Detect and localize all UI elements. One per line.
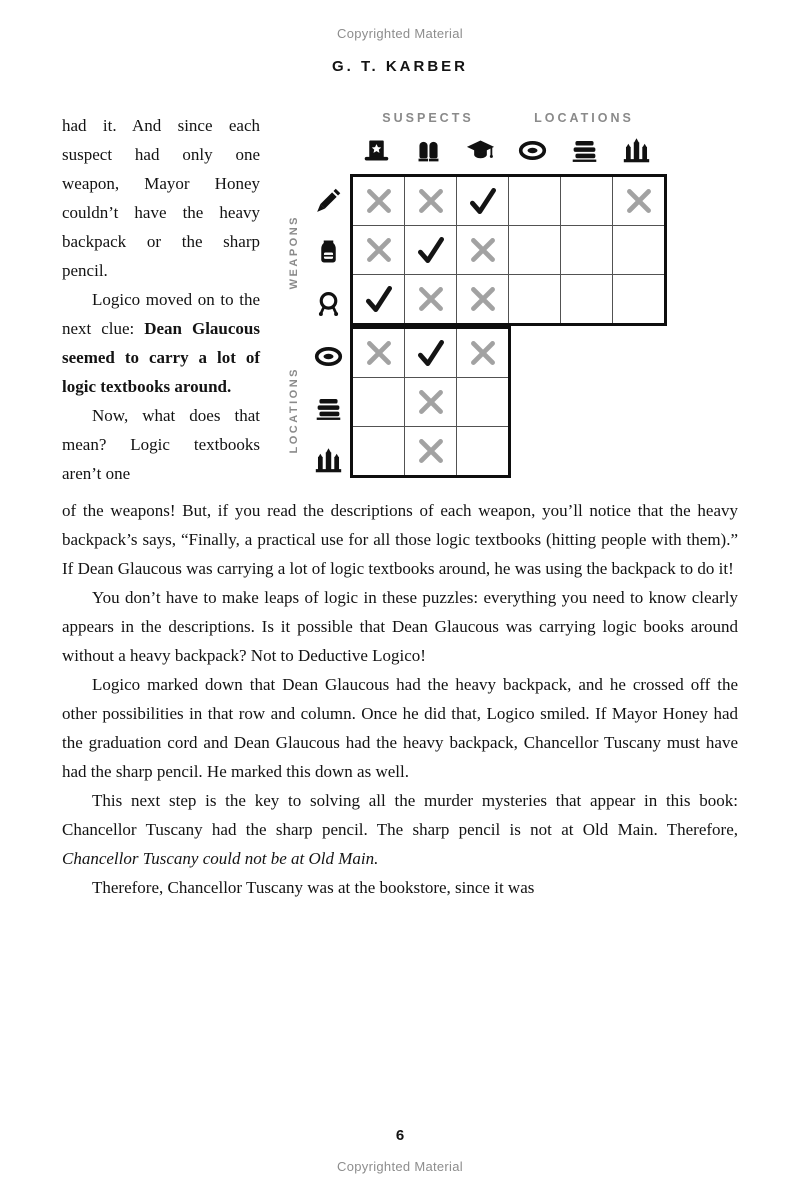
- paragraph: [62, 786, 738, 873]
- grid-cell-weapons-r2c5-empty: [561, 226, 613, 275]
- old-main-icon: [610, 136, 662, 165]
- weapon-row-icons: [306, 174, 350, 330]
- paragraph-text: Logico moved on to the next clue:: [62, 290, 260, 338]
- locations-vs-suspects-grid: [350, 326, 511, 478]
- grid-cell-locations-r1c1-x: [352, 328, 405, 378]
- grid-cell-weapons-r1c5-empty: [561, 176, 613, 226]
- bookstore-icon: [306, 382, 350, 434]
- clue-bold-text: Dean Glaucous seemed to carry a lot of logic textbooks around.: [62, 319, 260, 396]
- pencil-icon: [306, 174, 350, 226]
- graduation-cap-icon: [454, 136, 506, 165]
- paragraph: Logico marked down that Dean Glaucous had the heavy backpack, and he crossed off the other possibilities in that row and column. Once he did that, Logico smiled. If Mayor Honey had the graduation cord and Dean Glaucous had the heavy backpack, Chancellor Tuscany must have had the sharp pencil. He marked this down as well.: [62, 675, 738, 781]
- grid-cell-weapons-r2c6-empty: [613, 226, 666, 275]
- grid-cell-weapons-r3c5-empty: [561, 275, 613, 325]
- grid-cell-locations-r2c3-empty: [457, 378, 510, 427]
- grid-cell-locations-r3c2-x: [405, 427, 457, 477]
- x-mark-icon: [613, 184, 664, 218]
- paragraph: [62, 285, 260, 401]
- grid-cell-weapons-r3c3-x: [457, 275, 509, 325]
- grid-cell-weapons-r1c3-check: [457, 176, 509, 226]
- check-mark-icon: [353, 282, 404, 316]
- gloves-icon: [402, 136, 454, 165]
- logic-puzzle-grid: [284, 111, 667, 488]
- weapons-axis-label: WEAPONS: [288, 214, 300, 290]
- grid-cell-weapons-r2c2-check: [405, 226, 457, 275]
- x-mark-icon: [405, 385, 456, 419]
- grid-cell-weapons-r1c2-x: [405, 176, 457, 226]
- x-mark-icon: [457, 336, 508, 370]
- paragraph: had it. And since each suspect had only one weapon, Mayor Honey couldn’t have the heavy backpack or the sharp pencil.: [62, 116, 260, 280]
- grid-cell-locations-r2c2-x: [405, 378, 457, 427]
- backpack-icon: [306, 226, 350, 278]
- grid-cell-weapons-r2c1-x: [352, 226, 405, 275]
- paragraph-text: This next step is the key to solving all the murder mysteries that appear in this book: Chancellor Tuscany had the sharp pencil. The sharp pencil is not at Old Main. Therefore,: [62, 791, 738, 839]
- paragraph: Now, what does that mean? Logic textbooks aren’t one: [62, 406, 260, 483]
- x-mark-icon: [457, 233, 508, 267]
- grid-cell-locations-r1c2-check: [405, 328, 457, 378]
- page-number: 6: [395, 1127, 405, 1144]
- x-mark-icon: [457, 282, 508, 316]
- grid-cell-weapons-r2c3-x: [457, 226, 509, 275]
- graduation-cord-icon: [306, 278, 350, 330]
- emphasized-text: Chancellor Tuscany could not be at Old Main.: [62, 849, 379, 868]
- grid-cell-weapons-r3c1-check: [352, 275, 405, 325]
- grid-cell-locations-r3c1-empty: [352, 427, 405, 477]
- grid-cell-locations-r1c3-x: [457, 328, 510, 378]
- top-hat-icon: [350, 136, 402, 165]
- grid-cell-weapons-r3c4-empty: [509, 275, 561, 325]
- weapons-vs-suspects-locations-grid: [350, 174, 667, 326]
- paragraph: Therefore, Chancellor Tuscany was at the bookstore, since it was: [92, 878, 535, 897]
- location-row-icons: [306, 330, 350, 486]
- copyright-notice-top: Copyrighted Material: [337, 26, 463, 41]
- copyright-notice-bottom: Copyrighted Material: [337, 1159, 463, 1174]
- x-mark-icon: [353, 184, 404, 218]
- stadium-icon: [506, 136, 558, 165]
- grid-cell-weapons-r1c1-x: [352, 176, 405, 226]
- locations-axis-label: LOCATIONS: [288, 366, 300, 454]
- suspects-header: SUSPECTS: [382, 111, 474, 125]
- locations-row-2: [352, 378, 510, 427]
- locations-row-1: [352, 328, 510, 378]
- locations-header: LOCATIONS: [534, 111, 634, 125]
- grid-cell-weapons-r1c6-x: [613, 176, 666, 226]
- grid-cells: [350, 174, 667, 486]
- x-mark-icon: [353, 233, 404, 267]
- x-mark-icon: [405, 282, 456, 316]
- grid-column-group-headers: [284, 111, 667, 125]
- weapons-row-3: [352, 275, 666, 325]
- stadium-icon: [306, 330, 350, 382]
- grid-cell-weapons-r2c4-empty: [509, 226, 561, 275]
- check-mark-icon: [405, 233, 456, 267]
- author-name: G. T. KARBER: [331, 58, 468, 75]
- paragraph: of the weapons! But, if you read the descriptions of each weapon, you’ll notice that the heavy backpack’s says, “Finally, a practical use for all those logic textbooks (hitting people with them).” If Dean Glaucous was carrying a lot of logic textbooks around, he was using the backpack to do it!: [62, 501, 738, 578]
- weapons-row-2: [352, 226, 666, 275]
- grid-cell-locations-r3c3-empty: [457, 427, 510, 477]
- check-mark-icon: [457, 184, 508, 218]
- page-footer: [62, 1127, 738, 1174]
- old-main-icon: [306, 434, 350, 486]
- x-mark-icon: [405, 434, 456, 468]
- x-mark-icon: [353, 336, 404, 370]
- grid-body: [284, 174, 667, 486]
- check-mark-icon: [405, 336, 456, 370]
- grid-row-icons: [306, 174, 350, 486]
- bookstore-icon: [558, 136, 610, 165]
- grid-cell-locations-r2c1-empty: [352, 378, 405, 427]
- grid-cell-weapons-r3c2-x: [405, 275, 457, 325]
- grid-column-icons: [284, 130, 667, 170]
- paragraph: You don’t have to make leaps of logic in these puzzles: everything you need to know clearly appears in the descriptions. Is it possible that Dean Glaucous was carrying logic books around without a heavy backpack? Not to Deductive Logico!: [62, 588, 738, 665]
- locations-row-3: [352, 427, 510, 477]
- main-text: [62, 496, 738, 902]
- weapons-row-1: [352, 176, 666, 226]
- text-column: [62, 111, 260, 488]
- text-and-grid-row: [62, 111, 738, 488]
- grid-cell-weapons-r1c4-empty: [509, 176, 561, 226]
- grid-cell-weapons-r3c6-empty: [613, 275, 666, 325]
- x-mark-icon: [405, 184, 456, 218]
